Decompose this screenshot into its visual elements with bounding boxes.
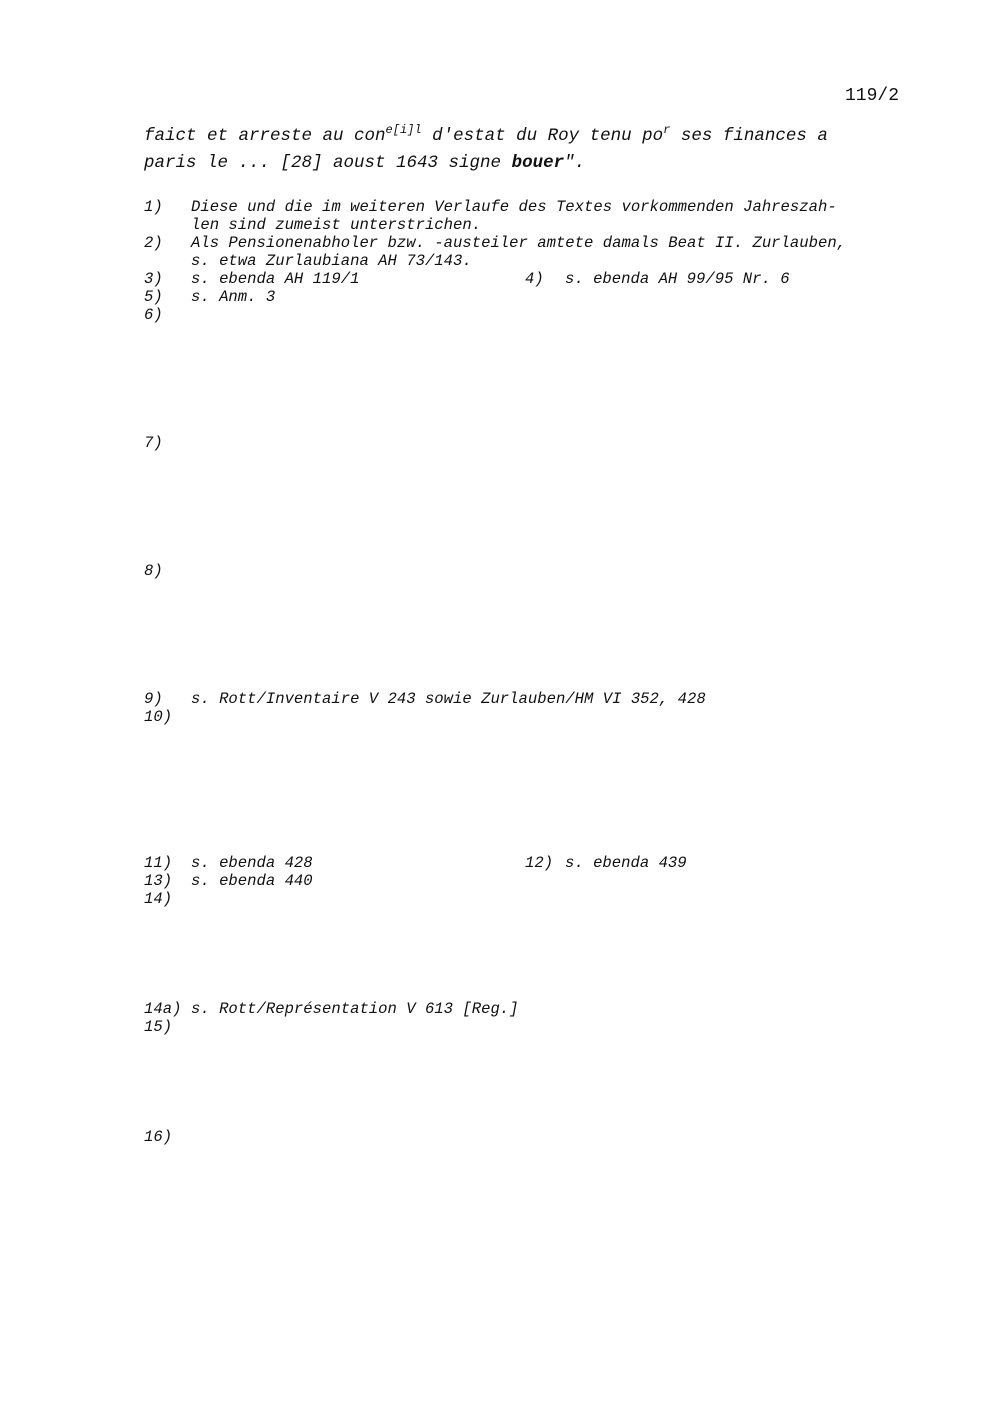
footnote-text: s. ebenda 428	[191, 854, 313, 872]
text-segment: paris le ... [28] aoust 1643 signe	[144, 153, 512, 173]
footnote-text: s. ebenda AH 99/95 Nr. 6	[565, 270, 790, 288]
page-number: 119/2	[845, 86, 900, 106]
footnote-text: s. Rott/Inventaire V 243 sowie Zurlauben/HM VI 352, 428	[191, 690, 706, 708]
footnote-text: Als Pensionenabholer bzw. -austeiler amtete damals Beat II. Zurlauben,	[191, 234, 847, 252]
footnote-text: s. ebenda AH 119/1	[191, 270, 360, 288]
footnote-number: 13)	[144, 872, 173, 890]
footnote-number: 11)	[144, 854, 173, 872]
footnote-number: 4)	[525, 270, 544, 288]
footnote-text: s. Rott/Représentation V 613 [Reg.]	[191, 1000, 519, 1018]
footnote-number: 8)	[144, 562, 163, 580]
footnote-text: s. ebenda 439	[565, 854, 687, 872]
footnote-number: 5)	[144, 288, 163, 306]
body-text-line-1	[144, 123, 828, 146]
text-segment: ses finances a	[670, 126, 828, 146]
footnote-number: 7)	[144, 434, 163, 452]
footnote-text: s. ebenda 440	[191, 872, 313, 890]
footnote-number: 14)	[144, 890, 173, 908]
footnote-number: 1)	[144, 198, 163, 216]
superscript: e[i]l	[385, 123, 422, 138]
footnote-number: 15)	[144, 1018, 173, 1036]
footnote-number: 3)	[144, 270, 163, 288]
footnote-text: s. etwa Zurlaubiana AH 73/143.	[191, 252, 472, 270]
superscript: r	[663, 123, 671, 138]
footnote-text: s. Anm. 3	[191, 288, 276, 306]
footnote-number: 10)	[144, 708, 173, 726]
footnote-text: Diese und die im weiteren Verlaufe des Textes vorkommenden Jahreszah-	[191, 198, 837, 216]
text-segment: d'estat du Roy tenu po	[421, 126, 664, 146]
footnote-number: 14a)	[144, 1000, 182, 1018]
text-segment: faict et arreste au con	[144, 126, 386, 146]
footnote-number: 6)	[144, 306, 163, 324]
footnote-text: len sind zumeist unterstrichen.	[191, 216, 482, 234]
body-text-line-2	[144, 153, 585, 173]
text-segment: ".	[564, 153, 586, 173]
bold-name: bouer	[511, 153, 565, 173]
footnote-number: 12)	[525, 854, 554, 872]
footnote-number: 2)	[144, 234, 163, 252]
footnote-number: 16)	[144, 1128, 173, 1146]
footnote-number: 9)	[144, 690, 163, 708]
